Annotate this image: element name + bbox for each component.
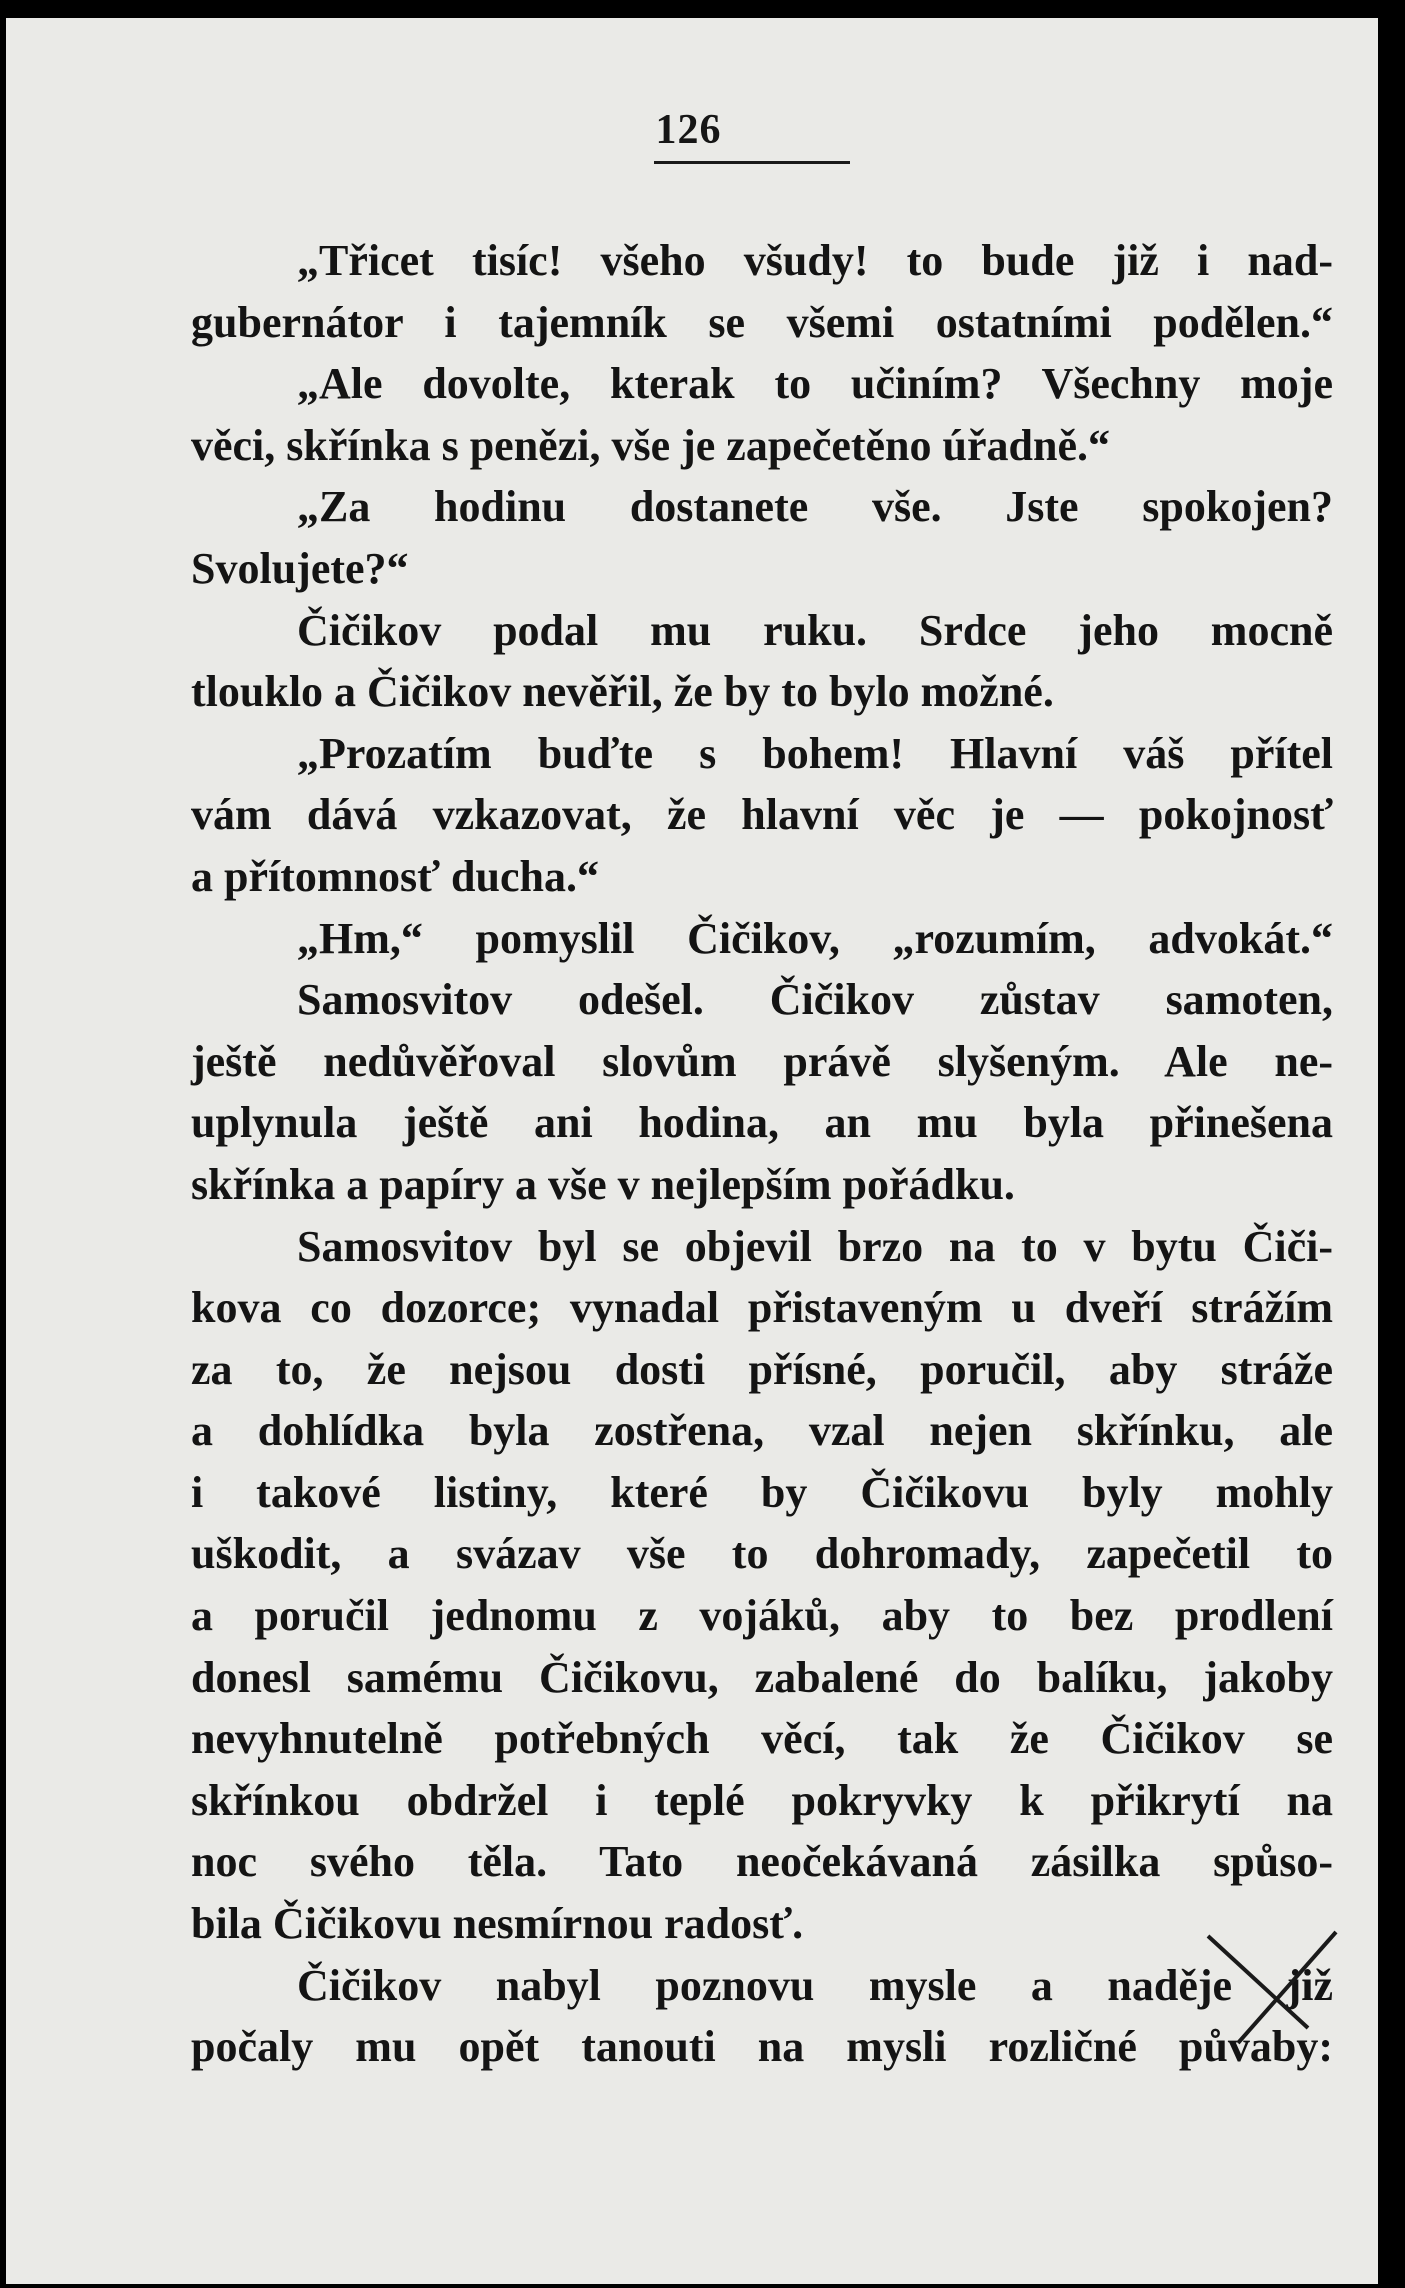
text-line: Čičikov podal mu ruku. Srdce jeho mocně bbox=[297, 605, 1333, 655]
text-line: donesl samému Čičikovu, zabalené do balíku, jakoby bbox=[191, 1652, 1333, 1702]
book-page bbox=[6, 18, 1378, 2284]
header-rule bbox=[654, 161, 850, 164]
text-line: vám dává vzkazovat, že hlavní věc je — pokojnosť bbox=[191, 790, 1333, 840]
text-line: a přítomnosť ducha.“ bbox=[191, 851, 599, 901]
text-line: „Za hodinu dostanete vše. Jste spokojen? bbox=[297, 482, 1333, 532]
text-line: Samosvitov byl se objevil brzo na to v bytu Čiči- bbox=[297, 1221, 1333, 1271]
text-line: „Ale dovolte, kterak to učiním? Všechny moje bbox=[297, 359, 1333, 409]
text-line: „Prozatím buďte s bohem! Hlavní váš přítel bbox=[297, 728, 1333, 778]
ink-mark bbox=[1198, 1928, 1348, 2048]
text-line: bila Čičikovu nesmírnou radosť. bbox=[191, 1899, 804, 1949]
text-line: a dohlídka byla zostřena, vzal nejen skřínku, ale bbox=[191, 1406, 1333, 1456]
text-line: gubernátor i tajemník se všemi ostatními podělen.“ bbox=[191, 297, 1333, 347]
page-number: 126 bbox=[655, 107, 722, 153]
text-line: a poručil jednomu z vojáků, aby to bez prodlení bbox=[191, 1591, 1333, 1641]
text-line: tlouklo a Čičikov nevěřil, že by to bylo možné. bbox=[191, 667, 1054, 717]
text-line: „Hm,“ pomyslil Čičikov, „rozumím, advokát.“ bbox=[297, 913, 1333, 963]
body-text bbox=[191, 230, 1333, 2078]
text-line: za to, že nejsou dosti přísné, poručil, aby stráže bbox=[191, 1344, 1333, 1394]
text-line: počaly mu opět tanouti na mysli rozličné půvaby: bbox=[191, 2022, 1333, 2072]
text-line: skřínka a papíry a vše v nejlepším pořádku. bbox=[191, 1159, 1015, 1209]
text-line: ještě nedůvěřoval slovům právě slyšeným. Ale ne- bbox=[191, 1036, 1333, 1086]
text-line: i takové listiny, které by Čičikovu byly mohly bbox=[191, 1467, 1333, 1517]
text-line: „Třicet tisíc! všeho všudy! to bude již i nad- bbox=[297, 236, 1333, 285]
text-line: nevyhnutelně potřebných věcí, tak že Čičikov se bbox=[191, 1714, 1333, 1764]
text-line: Samosvitov odešel. Čičikov zůstav samoten, bbox=[297, 975, 1333, 1025]
text-line: věci, skřínka s penězi, vše je zapečetěno úřadně.“ bbox=[191, 420, 1110, 470]
text-line: noc svého těla. Tato neočekávaná zásilka spůso- bbox=[191, 1837, 1333, 1887]
text-line: Svolujete?“ bbox=[191, 543, 409, 593]
text-line: uplynula ještě ani hodina, an mu byla přinešena bbox=[191, 1098, 1333, 1148]
text-line: skřínkou obdržel i teplé pokryvky k přikrytí na bbox=[191, 1775, 1333, 1825]
text-line: Čičikov nabyl poznovu mysle a naděje již bbox=[297, 1960, 1333, 2010]
text-line: uškodit, a svázav vše to dohromady, zapečetil to bbox=[191, 1529, 1333, 1579]
text-line: kova co dozorce; vynadal přistaveným u dveří strážím bbox=[191, 1283, 1333, 1333]
